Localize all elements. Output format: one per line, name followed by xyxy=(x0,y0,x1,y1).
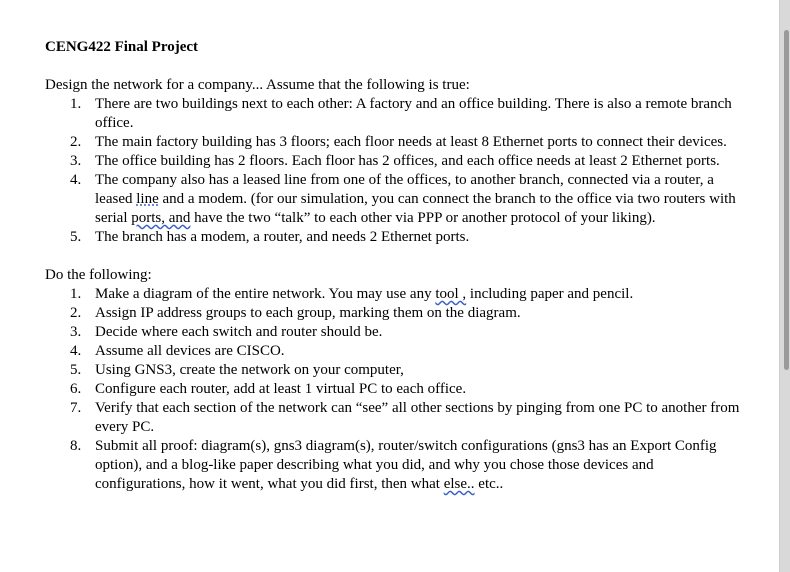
list-number: 8. xyxy=(70,438,82,454)
list-text: Submit all proof: diagram(s), gns3 diagram(s), router/switch configurations (gns3 has an Export Config option), and a blog-like paper describing what you did, and why you chose those devices and configurations, how it went, what you did first, then what xyxy=(95,438,717,492)
paragraph-gap xyxy=(45,247,745,266)
list-number: 7. xyxy=(70,400,82,416)
list-item xyxy=(45,95,745,133)
list-text: including paper and pencil. xyxy=(466,286,634,302)
list-item xyxy=(45,171,745,228)
list-text: Assume all devices are CISCO. xyxy=(95,343,285,359)
list-text: and a modem. (for our simulation, you can connect the branch to the office via two routers with serial xyxy=(95,191,736,226)
list-number: 3. xyxy=(70,324,82,340)
list-text: The main factory building has 3 floors; each floor needs at least 8 Ethernet ports to connect their devices. xyxy=(95,134,727,150)
list-text: Make a diagram of the entire network. You may use any xyxy=(95,286,436,302)
list-item xyxy=(45,228,745,247)
list-item xyxy=(45,323,745,342)
list-number: 4. xyxy=(70,172,82,188)
list-text: etc.. xyxy=(474,476,504,492)
list-number: 2. xyxy=(70,305,82,321)
list-number: 5. xyxy=(70,229,82,245)
list-item xyxy=(45,361,745,380)
list-text: Decide where each switch and router should be. xyxy=(95,324,383,340)
list-text: The company also has a leased line from one of the offices, to another branch, connected via a router, a leased xyxy=(95,172,714,207)
grammar-mark[interactable]: line xyxy=(136,191,159,207)
intro-paragraph: Design the network for a company... Assume that the following is true: xyxy=(45,77,470,93)
list-text: Assign IP address groups to each group, marking them on the diagram. xyxy=(95,305,521,321)
list-number: 5. xyxy=(70,362,82,378)
list-item xyxy=(45,399,745,437)
tasks-list xyxy=(45,285,745,494)
list-text: There are two buildings next to each other: A factory and an office building. There is also a remote branch office. xyxy=(95,96,732,131)
list-number: 1. xyxy=(70,96,82,112)
list-item xyxy=(45,437,745,494)
list-number: 3. xyxy=(70,153,82,169)
list-item xyxy=(45,152,745,171)
assumptions-list xyxy=(45,95,745,247)
list-text: The office building has 2 floors. Each floor has 2 offices, and each office needs at least 2 Ethernet ports. xyxy=(95,153,720,169)
document-body xyxy=(45,38,745,494)
list-number: 1. xyxy=(70,286,82,302)
grammar-mark[interactable]: tool , xyxy=(435,286,467,302)
list-text: Configure each router, add at least 1 virtual PC to each office. xyxy=(95,381,467,397)
grammar-mark[interactable]: ports, and xyxy=(131,210,191,226)
list-item xyxy=(45,304,745,323)
list-text: Verify that each section of the network can “see” all other sections by pinging from one PC to another from every PC. xyxy=(95,400,740,435)
tasks-intro: Do the following: xyxy=(45,267,152,283)
list-item xyxy=(45,342,745,361)
list-number: 4. xyxy=(70,343,82,359)
list-number: 6. xyxy=(70,381,82,397)
list-item xyxy=(45,380,745,399)
list-text: have the two “talk” to each other via PPP or another protocol of your liking). xyxy=(190,210,656,226)
list-number: 2. xyxy=(70,134,82,150)
list-text: Using GNS3, create the network on your computer, xyxy=(95,362,404,378)
list-text: The branch has a modem, a router, and needs 2 Ethernet ports. xyxy=(95,229,470,245)
scrollbar-thumb[interactable] xyxy=(784,30,789,370)
grammar-mark[interactable]: else.. xyxy=(443,476,475,492)
list-item xyxy=(45,133,745,152)
list-item xyxy=(45,285,745,304)
document-title: CENG422 Final Project xyxy=(45,39,199,55)
